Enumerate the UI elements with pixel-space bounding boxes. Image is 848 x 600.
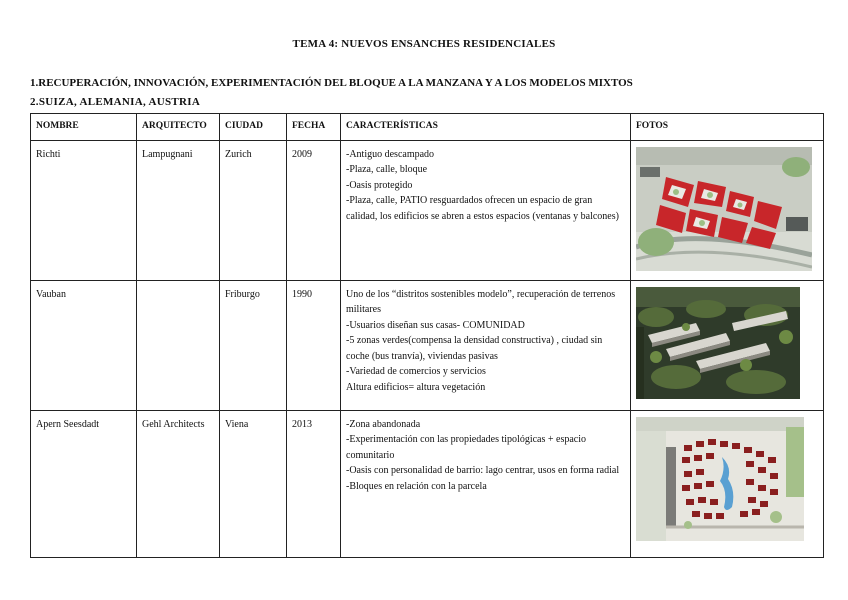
cell-fecha: 2013: [287, 410, 341, 557]
cell-caracteristicas: [341, 410, 631, 557]
section-heading-2: 2.SUIZA, ALEMANIA, AUSTRIA: [30, 96, 201, 108]
cell-arquitecto: Lampugnani: [137, 140, 220, 280]
cell-fecha: 1990: [287, 280, 341, 410]
cell-fecha: 2009: [287, 140, 341, 280]
characteristic-line: -Oasis protegido: [346, 179, 413, 191]
characteristic-line: Altura edificios= altura vegetación: [346, 381, 486, 393]
cell-caracteristicas: [341, 140, 631, 280]
header-ciudad: CIUDAD: [220, 114, 287, 141]
characteristic-line: -Zona abandonada: [346, 418, 421, 430]
table-header-row: [31, 114, 824, 141]
header-fecha: FECHA: [287, 114, 341, 141]
aspern-masterplan-image: [636, 417, 804, 541]
header-nombre: NOMBRE: [31, 114, 137, 141]
projects-table: [30, 113, 824, 558]
characteristic-line: -Bloques en relación con la parcela: [346, 480, 487, 492]
characteristic-line: -Plaza, calle, bloque: [346, 164, 428, 175]
cell-ciudad: Viena: [220, 410, 287, 557]
cell-foto: [631, 280, 824, 410]
cell-ciudad: Zurich: [220, 140, 287, 280]
section-heading-1: 1.RECUPERACIÓN, INNOVACIÓN, EXPERIMENTACIÓN DEL BLOQUE A LA MANZANA Y A LOS MODELOS MIXTOS: [30, 77, 633, 89]
characteristic-line: -Plaza, calle, PATIO resguardados ofrecen un espacio de gran calidad, los edificios se abren a estos espacios (ventanas y balcones): [346, 195, 619, 222]
characteristic-line: Uno de los “distritos sostenibles modelo”, recuperación de terrenos militares: [346, 288, 616, 315]
header-arquitecto: ARQUITECTO: [137, 114, 220, 141]
page-title: TEMA 4: NUEVOS ENSANCHES RESIDENCIALES: [292, 38, 556, 50]
table-row: [31, 280, 824, 410]
header-caracteristicas: CARACTERÍSTICAS: [341, 114, 631, 141]
cell-foto: [631, 140, 824, 280]
characteristic-line: -Usuarios diseñan sus casas- COMUNIDAD: [346, 319, 525, 331]
cell-nombre: Richti: [31, 140, 137, 280]
characteristic-line: -Variedad de comercios y servicios: [346, 366, 486, 377]
header-fotos: FOTOS: [631, 114, 824, 141]
cell-nombre: Vauban: [31, 280, 137, 410]
cell-nombre: Apern Seesdadt: [31, 410, 137, 557]
table-row: [31, 410, 824, 557]
cell-arquitecto: [137, 280, 220, 410]
characteristic-line: -Experimentación con las propiedades tipológicas + espacio comunitario: [346, 434, 587, 461]
characteristic-line: -Oasis con personalidad de barrio: lago centrar, usos en forma radial: [346, 465, 620, 476]
cell-foto: [631, 410, 824, 557]
vauban-aerial-photo: [636, 287, 800, 399]
characteristic-line: -5 zonas verdes(compensa la densidad constructiva) , ciudad sin coche (bus tranvía), viviendas pasivas: [346, 335, 603, 362]
cell-ciudad: Friburgo: [220, 280, 287, 410]
table-row: [31, 140, 824, 280]
characteristic-line: -Antiguo descampado: [346, 148, 435, 160]
richti-aerial-photo: [636, 147, 812, 271]
cell-arquitecto: Gehl Architects: [137, 410, 220, 557]
cell-caracteristicas: [341, 280, 631, 410]
